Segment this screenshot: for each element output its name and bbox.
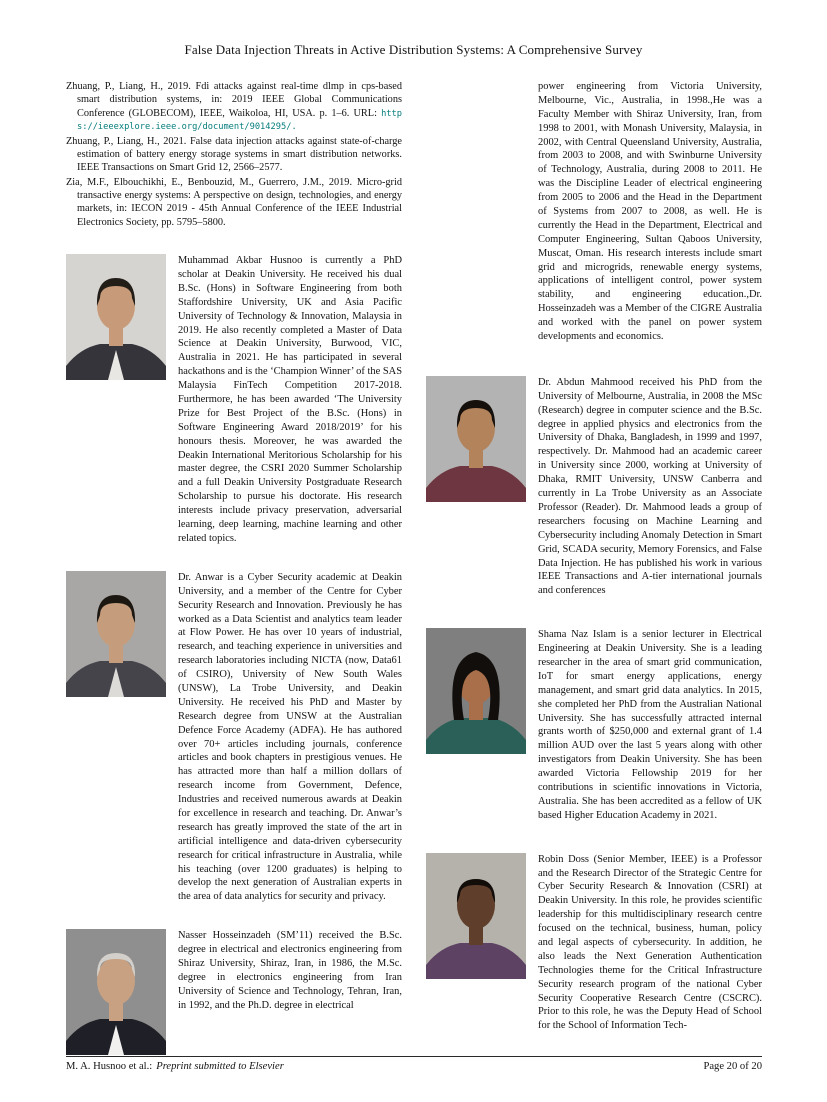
- bio-body: is currently a PhD scholar at Deakin University. He received his dual B.Sc. (Hons) in Software Engineering from both Staffordshire University, UK and Asia Pacific University of Technology & Innovation, Malaysia in 2019. He also recently completed a Master of Data Science at Deakin University, Burwood, VIC, Australia in 2021. He has participated in several hackathons and is the ‘Champion Winner’ of the SAS Malaysia FinTech Competition 2017-2018. Furthermore, he has been awarded ‘The University Prize for Best Project of the B.Sc. (Hons) in Software Engineering Award 2018/2019’ for his honours thesis. Moreover, he was awarded the Deakin International Meritorious Scholarship for his master degree, the CSRI 2020 Summer Scholarship and a full Deakin University Postgraduate Research Scholarship to pursue his doctorate. His research interests include privacy preservation, adversarial learning, deep learning, machine learning and other related topics.: [178, 255, 402, 544]
- page-number: Page 20 of 20: [703, 1061, 762, 1072]
- bio-body: is a senior lecturer in Electrical Engineering at Deakin University. She is a leading researcher in the area of smart grid communication, IoT for smart energy applications, energy management, and smart grid data analytics. In 2015, she completed her PhD from the Australian National University. She has successfully attracted internal grants worth of $250,000 and external grant of 1.4 million AUD over the last 5 years along with other investigators from Deakin University. She has been awarded Victoria Fellowship 2019 for her contributions in scientific innovations in Victoria, Australia. She has been accredited as a fellow of UK based Higher Education Academy in 2021.: [538, 629, 762, 821]
- bio-text: [178, 571, 402, 904]
- author-photo-husnoo: [66, 254, 166, 380]
- reference-url-link[interactable]: https://ieeexplore.ieee.org/document/9014295/.: [77, 108, 402, 133]
- photo-head: [97, 957, 135, 1005]
- footer-preprint-note: Preprint submitted to Elsevier: [156, 1061, 284, 1072]
- reference-list: [66, 80, 402, 229]
- author-photo-mahmood: [426, 376, 526, 502]
- right-column: [426, 80, 762, 1055]
- author-name: Muhammad Akbar Husnoo: [178, 255, 303, 267]
- bio-text: [178, 929, 402, 1055]
- footer-note: [66, 1061, 284, 1072]
- author-name: Robin Doss: [538, 853, 589, 865]
- reference-entry: [66, 80, 402, 134]
- author-photo-anwar: [66, 571, 166, 697]
- author-bio-mahmood: [426, 376, 762, 598]
- bio-text: [178, 254, 402, 546]
- bio-body: received his PhD from the University of Melbourne, Australia, in 2008 the MSc (Research) degree in computer science and the B.Sc. degree in applied physics and electronics from the University of Dhaka, Bangladesh, in 1999 and 1997, respectively. Dr. Mahmood had an academic career in University since 2000, working at University of Dhaka, RMIT University, UNSW Canberra and currently in La Trobe University as an Associate Professor (Reader). Dr. Mahmood leads a group of researchers focusing on Machine Learning and Cybersecurity including Anomaly Detection in Smart Grid, SCADA security, Memory Forensics, and False Data Injection. He has published his work in various IEEE Transactions and A-tier international journals and conferences: [538, 376, 762, 597]
- bio-text: [538, 376, 762, 598]
- author-bio-husnoo: [66, 254, 402, 546]
- bio-body: (SM’11) received the B.Sc. degree in electrical and electronics engineering from Shiraz University, Shiraz, Iran, in 1986, the M.Sc. degree in electronics engineering from Iran University of Science and Technology, Tehran, Iran, in 1992, and the Ph.D. degree in electrical: [178, 930, 402, 1011]
- reference-entry: [66, 135, 402, 175]
- author-bio-hosseinzadeh: [66, 929, 402, 1055]
- author-name: Dr. Anwar: [178, 571, 224, 583]
- bio-text: [538, 853, 762, 1034]
- author-bio-doss: [426, 853, 762, 1034]
- bio-body: is a Cyber Security academic at Deakin University, and a member of the Centre for Cyber Security Research and Innovation. Previously he has worked as a Data Scientist and analytics team leader at Flow Power. He has over 10 years of industrial, research, and teaching experience in universities and research laboratories including NICTA (now, Data61 of CSIRO), University of New South Wales (UNSW), La Trobe University, and Deakin University. He received his PhD and Master by Research degree from UNSW at the Australian Defence Force Academy (ADFA). He has authored over 70+ articles including journals, conference articles and book chapters in prestigious venues. He has attracted more than half a million dollars of research income from Government, Defence, Industries and received numerous awards at Deakin for excellence in research and teaching. Dr. Anwar’s research has greatly improved the state of the art in artificial intelligence and data-driven cybersecurity research for critical infrastructure in Australia, while his teaching (over 1200 graduates) is helping to develop the next generation of Australian experts in the area of data analytics for security and privacy.: [178, 571, 403, 903]
- author-photo-doss: [426, 853, 526, 979]
- reference-text: Zhuang, P., Liang, H., 2019. Fdi attacks against real-time dlmp in cps-based smart distribution systems, in: 2019 IEEE Global Communications Conference (GLOBECOM), IEEE, Waikoloa, HI, USA. p. 1–6. URL:: [66, 81, 402, 119]
- author-name: Dr. Abdun Mahmood: [538, 376, 634, 388]
- reference-text: Zhuang, P., Liang, H., 2021. False data injection attacks against state-of-charge estimation of battery energy storage systems in smart distribution networks. IEEE Transactions on Smart Grid 12, 2566–2577.: [66, 135, 402, 174]
- reference-entry: [66, 176, 402, 230]
- page-footer: [66, 1056, 762, 1072]
- bio-text: [538, 628, 762, 822]
- author-photo-hosseinzadeh: [66, 929, 166, 1055]
- two-column-layout: [66, 80, 762, 1055]
- bio-body: (Senior Member, IEEE) is a Professor and the Research Director of the Strategic Centre for Cyber Security Research & Innovation (CSRI) at Deakin University. In this role, he provides scientific leadership for this multidisciplinary research centre focused on the technical, business, human, policy and legal aspects of cybersecurity. In addition, he also leads the Next Generation Authentication Technologies theme for the Critical Infrastructure Security research program of the national Cyber Security Cooperative Research Centre (CSCRC). Prior to this role, he was the Deputy Head of School for the School of Information Tech-: [538, 853, 762, 1032]
- author-photo-islam: [426, 628, 526, 754]
- author-bio-islam: [426, 628, 762, 822]
- running-title: False Data Injection Threats in Active Distribution Systems: A Comprehensive Survey: [184, 42, 643, 57]
- author-bio-anwar: [66, 571, 402, 904]
- footer-author: M. A. Husnoo et al.:: [66, 1061, 153, 1072]
- left-column: [66, 80, 402, 1055]
- author-name: Shama Naz Islam: [538, 629, 617, 641]
- author-name: Nasser Hosseinzadeh: [178, 930, 271, 942]
- bio-continuation-hosseinzadeh: power engineering from Victoria University, Melbourne, Vic., Australia, in 1998.,He was a Faculty Member with Shiraz University, Iran, from 1998 to 2001, with Monash University, Malaysia, in 2002, with Central Queensland University, Australia, from 2003 to 2008, and with Swinburne University of Technology, Australia, during 2008 to 2011. He was the Discipline Leader of electrical engineering from 2005 to 2006 and the Head in the Department of Systems from 2007 to 2008, as well. He is currently the Head in the Department, Electrical and Computer Engineering, Sultan Qaboos University, Muscat, Oman. His research interests include smart grid and microgrids, renewable energy systems, applications of intelligent control, power system stability, and engineering education.,Dr. Hosseinzadeh was a Member of the CIGRE Australia and worked with the panel on power system developments and economics.: [538, 81, 762, 343]
- reference-text: Zia, M.F., Elbouchikhi, E., Benbouzid, M., Guerrero, J.M., 2019. Micro-grid transactive energy systems: A perspective on design, technologies, and energy markets, in: IECON 2019 - 45th Annual Conference of the IEEE Industrial Electronics Society, pp. 5795–5800.: [66, 176, 402, 228]
